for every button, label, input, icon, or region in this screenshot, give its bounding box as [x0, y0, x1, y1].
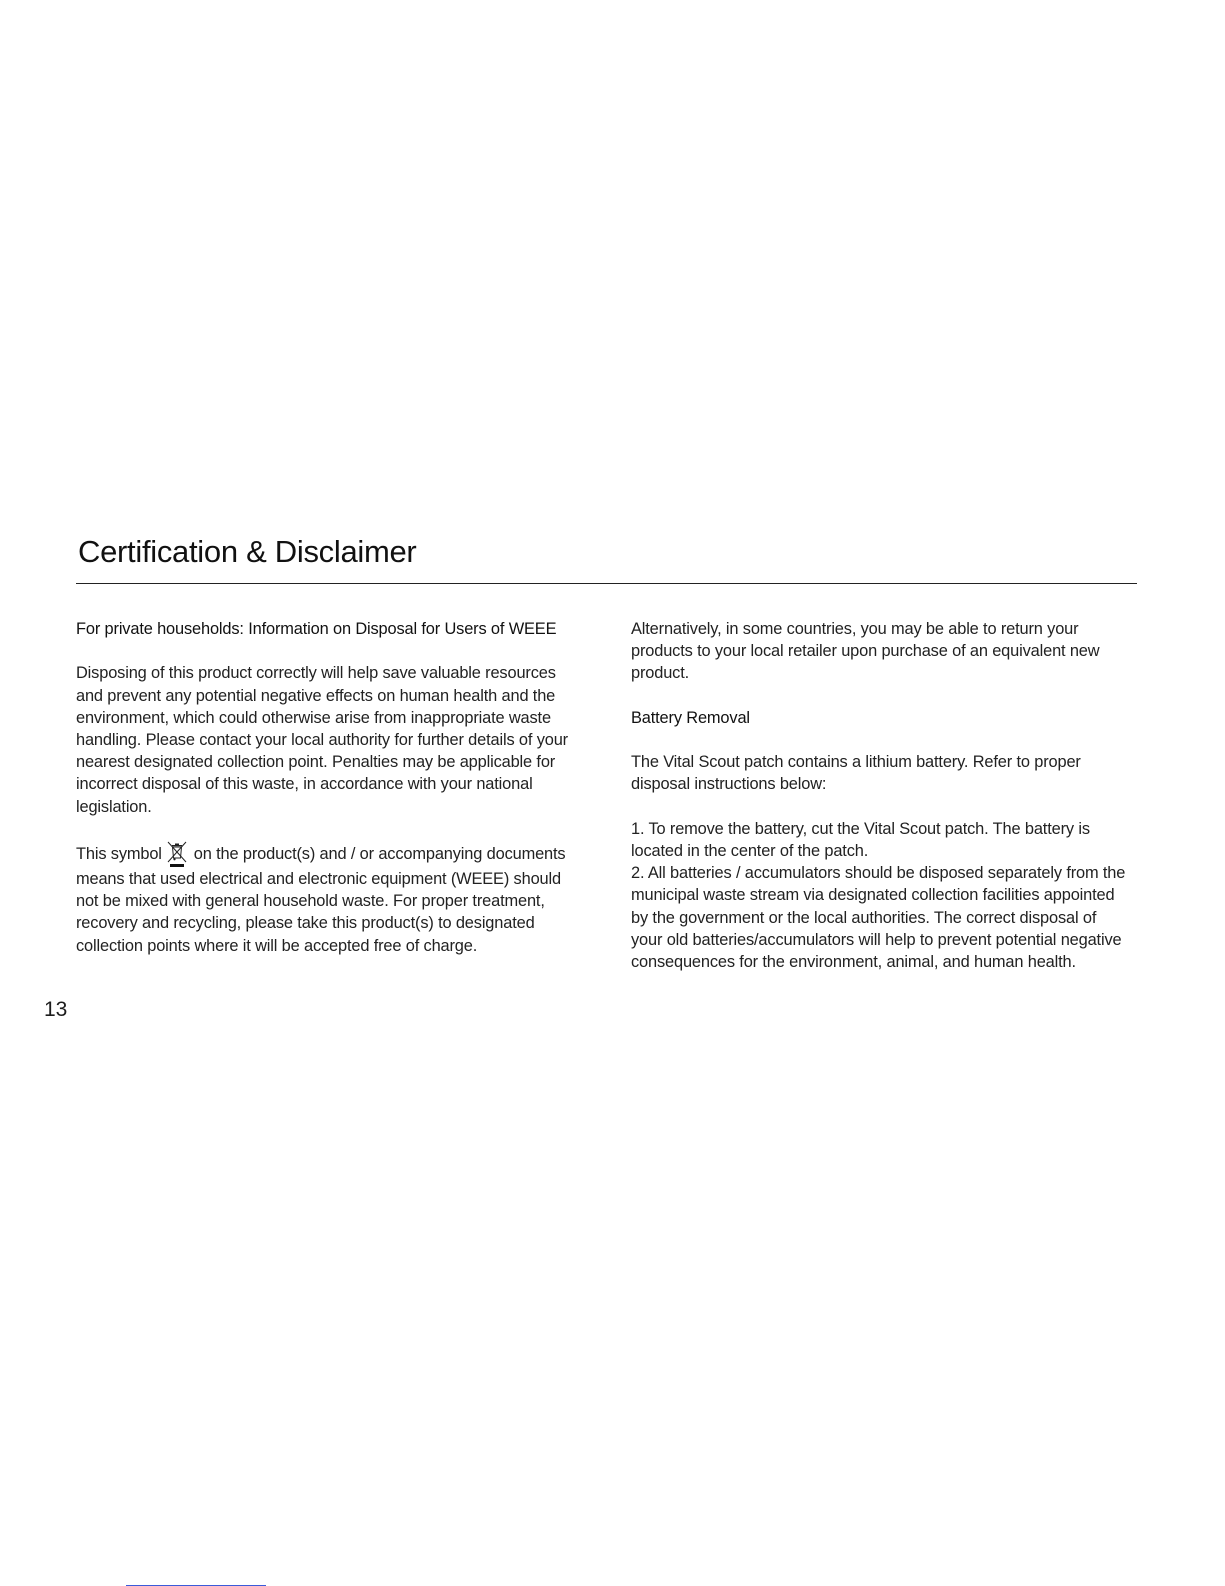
page-number: 13 [44, 998, 68, 1021]
weee-symbol-paragraph [76, 840, 568, 957]
symbol-text-after: on the product(s) and / or accompanying documents means that used electrical and electronic equipment (WEEE) should not be mixed with general household waste. For proper treatment, recovery and recycling, please take this product(s) to designated collection points where it will be accepted free of charge. [76, 845, 566, 955]
page-title: Certification & Disclaimer [78, 534, 417, 569]
disposal-paragraph: Disposing of this product correctly will help save valuable resources and prevent any potential negative effects on human health and the environment, which could otherwise arise from inappropriate waste handling. Please contact your local authority for further details of your nearest designated collection point. Penalties may be applicable for incorrect disposal of this waste, in accordance with your national legislation. [76, 664, 568, 816]
battery-removal-heading: Battery Removal [631, 708, 750, 727]
retailer-paragraph: Alternatively, in some countries, you may be able to return your products to your local retailer upon purchase of an equivalent new product. [631, 620, 1100, 683]
battery-paragraph: The Vital Scout patch contains a lithium battery. Refer to proper disposal instructions below: [631, 753, 1081, 794]
symbol-text-before: This symbol [76, 845, 162, 863]
left-column [76, 618, 568, 957]
title-divider [76, 583, 1137, 584]
crossed-out-wheeled-bin-icon [166, 840, 188, 868]
battery-step-1: 1. To remove the battery, cut the Vital Scout patch. The battery is located in the center of the patch. [631, 819, 1090, 860]
battery-step-2: 2. All batteries / accumulators should be disposed separately from the municipal waste stream via designated collection facilities appointed by the government or the local authorities. The correct disposal of your old batteries/accumulators will help to prevent potential negative consequences for the environment, animal, and human health. [631, 864, 1126, 971]
weee-heading: For private households: Information on Disposal for Users of WEEE [76, 620, 557, 638]
right-column [631, 618, 1131, 973]
